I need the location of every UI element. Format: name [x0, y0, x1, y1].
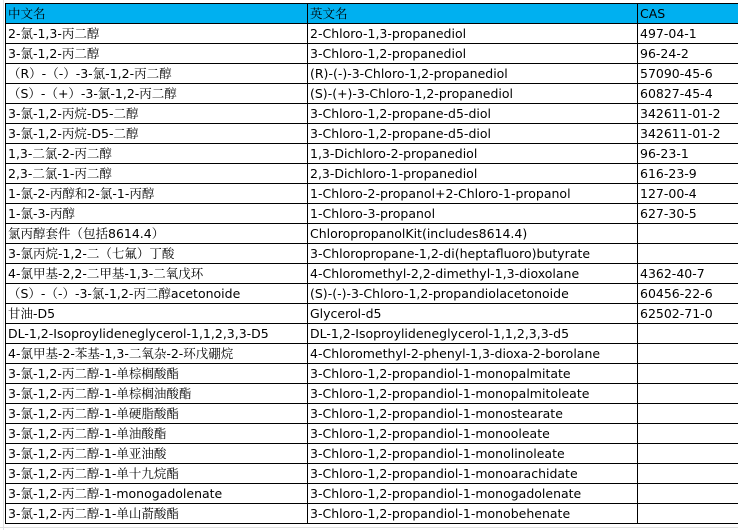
cell-cas[interactable] [638, 504, 738, 524]
cell-cas[interactable]: 627-30-5 [638, 204, 738, 224]
cell-chinese-name[interactable]: 3-氯-1,2-丙二醇 [6, 44, 308, 64]
table-row [6, 184, 738, 204]
table-row [6, 404, 738, 424]
cell-cas[interactable]: 4362-40-7 [638, 264, 738, 284]
cell-english-name[interactable]: 2,3-Dichloro-1-propanediol [308, 164, 638, 184]
table-row [6, 104, 738, 124]
table-row [6, 424, 738, 444]
table-row [6, 144, 738, 164]
cell-chinese-name[interactable]: 3-氯-1,2-丙二醇-1-单亚油酸 [6, 444, 308, 464]
cell-chinese-name[interactable]: 3-氯丙烷-1,2-二（七氟）丁酸 [6, 244, 308, 264]
cell-chinese-name[interactable]: 2-氯-1,3-丙二醇 [6, 24, 308, 44]
cell-english-name[interactable]: (R)-(-)-3-Chloro-1,2-propanediol [308, 64, 638, 84]
cell-english-name[interactable]: 4-Chloromethyl-2-phenyl-1,3-dioxa-2-borolane [308, 344, 638, 364]
table-row [6, 484, 738, 504]
cell-cas[interactable]: 342611-01-2 [638, 124, 738, 144]
table-row [6, 164, 738, 184]
cell-cas[interactable]: 60827-45-4 [638, 84, 738, 104]
table-row [6, 64, 738, 84]
cell-chinese-name[interactable]: 1,3-二氯-2-丙二醇 [6, 144, 308, 164]
table-row [6, 224, 738, 244]
cell-cas[interactable]: 96-24-2 [638, 44, 738, 64]
cell-english-name[interactable]: 3-Chloro-1,2-propandiol-1-monooleate [308, 424, 638, 444]
cell-chinese-name[interactable]: DL-1,2-Isoproylideneglycerol-1,1,2,3,3-D5 [6, 324, 308, 344]
table-row [6, 24, 738, 44]
cell-cas[interactable] [638, 444, 738, 464]
table-row [6, 464, 738, 484]
cell-chinese-name[interactable]: 氯丙醇套件（包括8614.4） [6, 224, 308, 244]
table-row [6, 84, 738, 104]
cell-cas[interactable] [638, 424, 738, 444]
cell-cas[interactable]: 497-04-1 [638, 24, 738, 44]
table-row [6, 204, 738, 224]
cell-chinese-name[interactable]: 2,3-二氯-1-丙二醇 [6, 164, 308, 184]
table-row [6, 344, 738, 364]
sheet-gridline [0, 527, 738, 528]
header-cell-cas[interactable]: CAS [638, 4, 738, 24]
cell-cas[interactable]: 127-00-4 [638, 184, 738, 204]
table-row [6, 384, 738, 404]
cell-english-name[interactable]: 1-Chloro-2-propanol+2-Chloro-1-propanol [308, 184, 638, 204]
cell-english-name[interactable]: 2-Chloro-1,3-propanediol [308, 24, 638, 44]
table-row [6, 124, 738, 144]
table-row [6, 364, 738, 384]
cell-cas[interactable] [638, 364, 738, 384]
table-row [6, 264, 738, 284]
cell-chinese-name[interactable]: 甘油-D5 [6, 304, 308, 324]
table-row [6, 44, 738, 64]
cell-english-name[interactable]: 3-Chloro-1,2-propandiol-1-monostearate [308, 404, 638, 424]
header-cell-chinese-name[interactable]: 中文名 [6, 4, 308, 24]
cell-cas[interactable] [638, 244, 738, 264]
cell-cas[interactable]: 62502-71-0 [638, 304, 738, 324]
table-row [6, 324, 738, 344]
cell-english-name[interactable]: DL-1,2-Isoproylideneglycerol-1,1,2,3,3-d5 [308, 324, 638, 344]
table-row [6, 444, 738, 464]
table-row [6, 284, 738, 304]
cell-chinese-name[interactable]: 3-氯-1,2-丙二醇-1-单硬脂酸酯 [6, 404, 308, 424]
cell-cas[interactable] [638, 464, 738, 484]
table-row [6, 504, 738, 524]
cell-cas[interactable] [638, 484, 738, 504]
cell-chinese-name[interactable]: 3-氯-1,2-丙二醇-1-monogadolenate [6, 484, 308, 504]
table-row [6, 244, 738, 264]
table-row [6, 304, 738, 324]
cell-chinese-name[interactable]: （S）-（+）-3-氯-1,2-丙二醇 [6, 84, 308, 104]
header-cell-english-name[interactable]: 英文名 [308, 4, 638, 24]
cell-english-name[interactable]: 1-Chloro-3-propanol [308, 204, 638, 224]
cell-english-name[interactable]: ChloropropanolKit(includes8614.4) [308, 224, 638, 244]
cell-chinese-name[interactable]: 4-氯甲基-2,2-二甲基-1,3-二氧戊环 [6, 264, 308, 284]
cell-english-name[interactable]: (S)-(-)-3-Chloro-1,2-propandiolacetonoide [308, 284, 638, 304]
cell-chinese-name[interactable]: 1-氯-2-丙醇和2-氯-1-丙醇 [6, 184, 308, 204]
cell-english-name[interactable]: 4-Chloromethyl-2,2-dimethyl-1,3-dioxolane [308, 264, 638, 284]
sheet-gridline [3, 0, 4, 530]
cell-english-name[interactable]: 3-Chloro-1,2-propandiol-1-monogadolenate [308, 484, 638, 504]
cell-english-name[interactable]: Glycerol-d5 [308, 304, 638, 324]
cell-english-name[interactable]: 3-Chloro-1,2-propandiol-1-monobehenate [308, 504, 638, 524]
cell-cas[interactable] [638, 384, 738, 404]
cell-cas[interactable] [638, 344, 738, 364]
cell-english-name[interactable]: 3-Chloro-1,2-propane-d5-diol [308, 104, 638, 124]
cell-chinese-name[interactable]: 3-氯-1,2-丙二醇-1-单山萮酸酯 [6, 504, 308, 524]
cell-english-name[interactable]: 3-Chloro-1,2-propandiol-1-monoarachidate [308, 464, 638, 484]
cell-chinese-name[interactable]: 3-氯-1,2-丙烷-D5-二醇 [6, 124, 308, 144]
cell-cas[interactable] [638, 404, 738, 424]
cell-english-name[interactable]: 3-Chloropropane-1,2-di(heptafluoro)butyrate [308, 244, 638, 264]
cell-chinese-name[interactable]: 3-氯-1,2-丙二醇-1-单棕榈酸酯 [6, 364, 308, 384]
cell-cas[interactable]: 60456-22-6 [638, 284, 738, 304]
cell-cas[interactable]: 57090-45-6 [638, 64, 738, 84]
cell-cas[interactable]: 96-23-1 [638, 144, 738, 164]
cell-cas[interactable]: 616-23-9 [638, 164, 738, 184]
chemical-table [5, 3, 738, 524]
cell-english-name[interactable]: 3-Chloro-1,2-propandiol-1-monopalmitate [308, 364, 638, 384]
cell-cas[interactable] [638, 224, 738, 244]
header-row [6, 4, 738, 24]
cell-chinese-name[interactable]: （S）-（-）-3-氯-1,2-丙二醇acetonoide [6, 284, 308, 304]
cell-chinese-name[interactable]: （R）-（-）-3-氯-1,2-丙二醇 [6, 64, 308, 84]
cell-chinese-name[interactable]: 1-氯-3-丙醇 [6, 204, 308, 224]
cell-english-name[interactable]: 3-Chloro-1,2-propandiol-1-monolinoleate [308, 444, 638, 464]
cell-english-name[interactable]: 3-Chloro-1,2-propane-d5-diol [308, 124, 638, 144]
cell-english-name[interactable]: 3-Chloro-1,2-propanediol [308, 44, 638, 64]
cell-chinese-name[interactable]: 4-氯甲基-2-苯基-1,3-二氧杂-2-环戊硼烷 [6, 344, 308, 364]
cell-chinese-name[interactable]: 3-氯-1,2-丙烷-D5-二醇 [6, 104, 308, 124]
cell-chinese-name[interactable]: 3-氯-1,2-丙二醇-1-单十九烷酯 [6, 464, 308, 484]
cell-english-name[interactable]: 1,3-Dichloro-2-propanediol [308, 144, 638, 164]
cell-chinese-name[interactable]: 3-氯-1,2-丙二醇-1-单油酸酯 [6, 424, 308, 444]
cell-cas[interactable]: 342611-01-2 [638, 104, 738, 124]
cell-english-name[interactable]: 3-Chloro-1,2-propandiol-1-monopalmitoleate [308, 384, 638, 404]
cell-english-name[interactable]: (S)-(+)-3-Chloro-1,2-propanediol [308, 84, 638, 104]
cell-cas[interactable] [638, 324, 738, 344]
cell-chinese-name[interactable]: 3-氯-1,2-丙二醇-1-单棕榈油酸酯 [6, 384, 308, 404]
